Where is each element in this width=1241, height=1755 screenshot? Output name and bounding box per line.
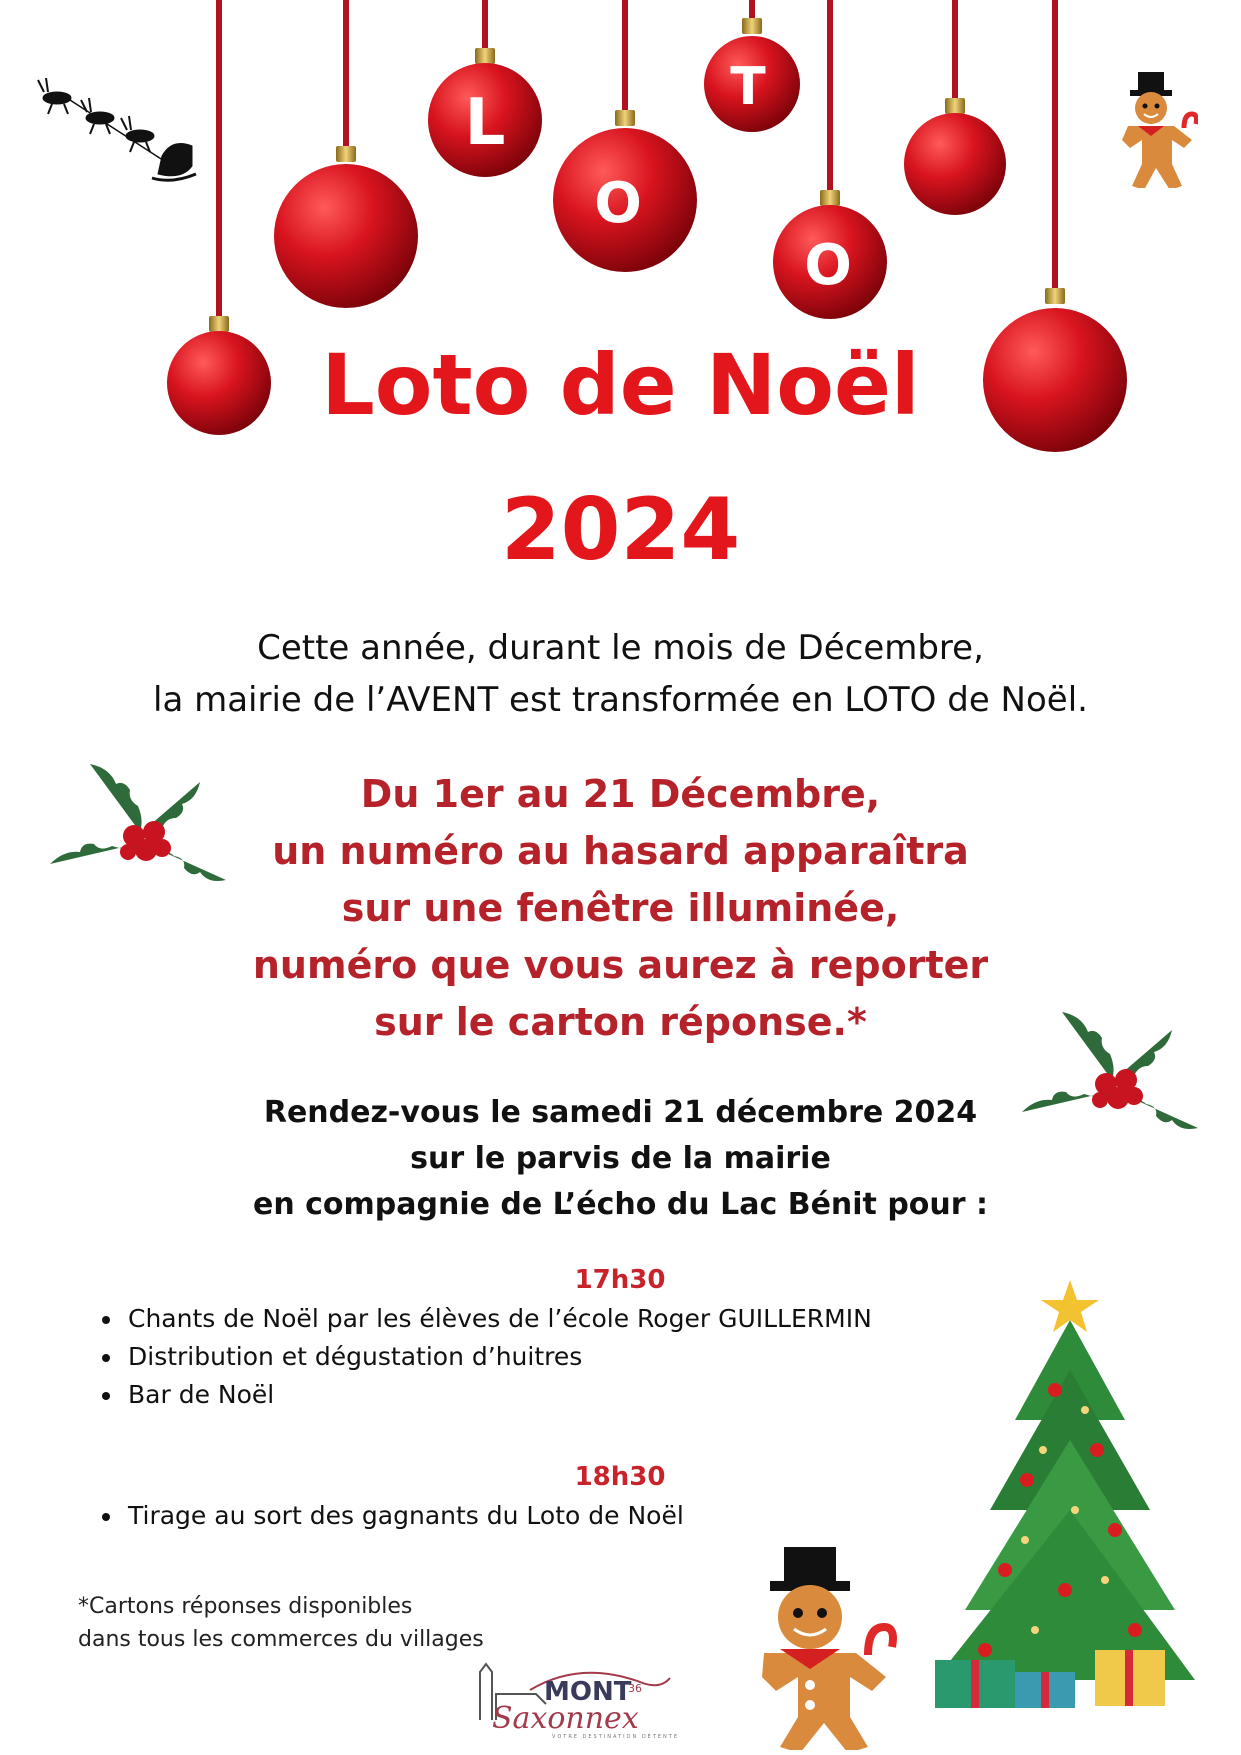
logo-number: 36: [628, 1682, 642, 1695]
ornament-letter-o1: O: [594, 171, 642, 236]
schedule-time-1: 17h30: [574, 1265, 666, 1295]
ornament-letter-l: L: [464, 86, 506, 160]
page-title: Loto de Noël: [321, 336, 920, 434]
intro-text: [60, 622, 1181, 726]
highlight-line-5: sur le carton réponse.*: [374, 1000, 867, 1044]
list-item: • Bar de Noël: [124, 1376, 872, 1414]
highlight-text: [130, 766, 1111, 1051]
schedule-time-2: 18h30: [574, 1462, 666, 1492]
footnote-line-2: dans tous les commerces du villages: [78, 1627, 484, 1652]
footnote: [78, 1590, 484, 1656]
intro-line-1: Cette année, durant le mois de Décembre,: [257, 628, 984, 668]
rendezvous-text: [130, 1090, 1111, 1228]
list-item: • Distribution et dégustation d’huitres: [124, 1338, 872, 1376]
list-item: • Chants de Noël par les élèves de l’école Roger GUILLERMIN: [124, 1300, 872, 1338]
logo-word-saxonnex: Saxonnex: [492, 1701, 639, 1736]
logo-tagline: VOTRE DESTINATION DÉTENTE: [552, 1734, 679, 1740]
ornament-letter-o2: O: [804, 233, 852, 298]
sleigh-icon: [22, 70, 202, 190]
list-item: • Tirage au sort des gagnants du Loto de Noël: [124, 1497, 684, 1535]
highlight-line-1: Du 1er au 21 Décembre,: [360, 772, 881, 816]
page-year: 2024: [500, 480, 741, 580]
highlight-line-4: numéro que vous aurez à reporter: [252, 943, 989, 987]
highlight-line-2: un numéro au hasard apparaîtra: [272, 829, 969, 873]
footnote-line-1: *Cartons réponses disponibles: [78, 1594, 413, 1619]
rendezvous-line-1: Rendez-vous le samedi 21 décembre 2024: [263, 1095, 978, 1130]
schedule-list-2: [88, 1497, 684, 1535]
christmas-tree-icon: [915, 1270, 1195, 1710]
rendezvous-line-3: en compagnie de L’écho du Lac Bénit pour :: [252, 1187, 989, 1222]
schedule-list-1: [88, 1300, 872, 1414]
gingerbread-icon: [740, 1545, 900, 1750]
logo-word-mont: MONT: [544, 1677, 632, 1707]
gingerbread-icon: [1108, 68, 1198, 188]
intro-line-2: la mairie de l’AVENT est transformée en LOTO de Noël.: [153, 680, 1088, 720]
ornament-letter-t: T: [730, 57, 766, 117]
highlight-line-3: sur une fenêtre illuminée,: [341, 886, 900, 930]
mont-saxonnex-logo: [470, 1660, 700, 1740]
rendezvous-line-2: sur le parvis de la mairie: [410, 1141, 831, 1176]
